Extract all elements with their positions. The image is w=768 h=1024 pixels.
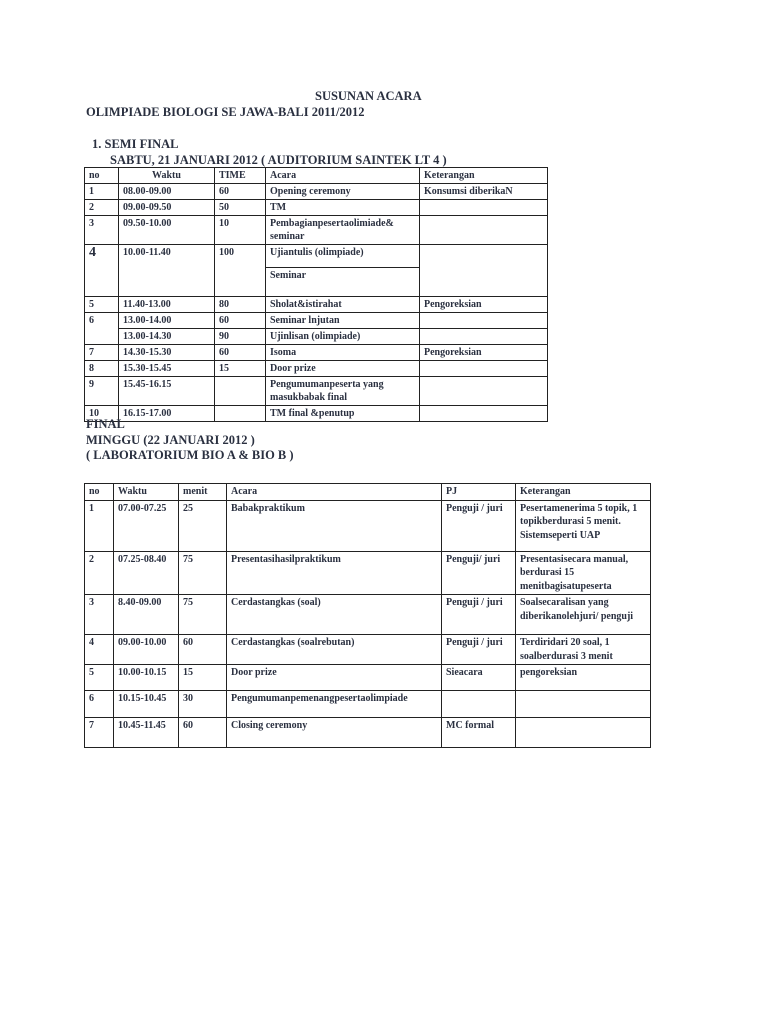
table-cell: Pengumumanpeserta yang masukbabak final	[266, 377, 420, 406]
column-header: Acara	[227, 484, 442, 501]
table-cell: 10	[85, 406, 119, 422]
table-cell	[420, 406, 548, 422]
column-header: no	[85, 484, 114, 501]
table-cell: Pengumumanpemenangpesertaolimpiade	[227, 691, 442, 718]
column-header: TIME	[215, 168, 266, 184]
column-header: no	[85, 168, 119, 184]
table-header-row	[85, 484, 651, 501]
table-cell: 1	[85, 500, 114, 551]
table-cell	[420, 329, 548, 345]
table-row	[85, 500, 651, 551]
table-cell: Cerdastangkas (soalrebutan)	[227, 635, 442, 665]
final-table	[84, 483, 651, 748]
table-cell: Pengoreksian	[420, 297, 548, 313]
table-cell: 5	[85, 665, 114, 691]
table-row	[85, 406, 548, 422]
table-cell	[215, 377, 266, 406]
table-cell: 11.40-13.00	[119, 297, 215, 313]
table-cell	[420, 200, 548, 216]
table-cell: 09.00-09.50	[119, 200, 215, 216]
table-cell: 15.30-15.45	[119, 361, 215, 377]
table-cell: 100	[215, 245, 266, 297]
table-cell: 2	[85, 200, 119, 216]
table-cell: Ujinlisan (olimpiade)	[266, 329, 420, 345]
table-cell: MC formal	[442, 718, 516, 748]
table-row	[85, 313, 548, 329]
table-row	[85, 691, 651, 718]
semi-final-table	[84, 167, 548, 422]
table-cell: 3	[85, 216, 119, 245]
table-cell	[420, 313, 548, 329]
table-row	[85, 184, 548, 200]
table-cell: 75	[179, 551, 227, 595]
table-cell: 10.00-11.40	[119, 245, 215, 297]
table-cell: TM	[266, 200, 420, 216]
table-cell: 10.00-10.15	[114, 665, 179, 691]
table-cell: 09.00-10.00	[114, 635, 179, 665]
table-cell: Pembagianpesertaolimiade& seminar	[266, 216, 420, 245]
table-cell: Seminar	[266, 268, 420, 297]
table-cell: 15	[215, 361, 266, 377]
document-subtitle: OLIMPIADE BIOLOGI SE JAWA-BALI 2011/2012	[86, 105, 365, 119]
table-row	[85, 595, 651, 635]
table-cell: 6	[85, 313, 119, 345]
table-row	[85, 377, 548, 406]
table-cell: Sholat&istirahat	[266, 297, 420, 313]
table-cell: 07.25-08.40	[114, 551, 179, 595]
table-cell: TM final &penutup	[266, 406, 420, 422]
table-row	[85, 665, 651, 691]
table-cell	[516, 718, 651, 748]
table-cell: 5	[85, 297, 119, 313]
final-date: MINGGU (22 JANUARI 2012 )	[86, 433, 255, 447]
column-header: Waktu	[114, 484, 179, 501]
table-cell: Penguji / juri	[442, 595, 516, 635]
table-row	[85, 551, 651, 595]
table-cell	[215, 406, 266, 422]
table-cell: Opening ceremony	[266, 184, 420, 200]
table-cell	[442, 691, 516, 718]
table-cell: Ujiantulis (olimpiade)	[266, 245, 420, 268]
table-cell: Penguji/ juri	[442, 551, 516, 595]
table-cell: Closing ceremony	[227, 718, 442, 748]
final-heading: FINAL	[86, 417, 125, 431]
table-cell: 15	[179, 665, 227, 691]
table-cell: 10.45-11.45	[114, 718, 179, 748]
table-cell: Terdiridari 20 soal, 1 soalberdurasi 3 menit	[516, 635, 651, 665]
table-cell: 60	[215, 184, 266, 200]
table-cell: 60	[215, 345, 266, 361]
table-cell: Door prize	[227, 665, 442, 691]
table-cell: Babakpraktikum	[227, 500, 442, 551]
table-row	[85, 200, 548, 216]
table-cell: 08.00-09.00	[119, 184, 215, 200]
table-cell: 60	[179, 718, 227, 748]
table-cell: 1	[85, 184, 119, 200]
semi-final-date: SABTU, 21 JANUARI 2012 ( AUDITORIUM SAINTEK LT 4 )	[110, 153, 447, 167]
table-cell: 25	[179, 500, 227, 551]
table-cell: 80	[215, 297, 266, 313]
table-row	[85, 345, 548, 361]
table-cell: 75	[179, 595, 227, 635]
table-cell: Isoma	[266, 345, 420, 361]
table-cell	[420, 361, 548, 377]
column-header: menit	[179, 484, 227, 501]
table-cell: 60	[215, 313, 266, 329]
table-cell: Konsumsi diberikaN	[420, 184, 548, 200]
table-cell: 09.50-10.00	[119, 216, 215, 245]
table-cell: pengoreksian	[516, 665, 651, 691]
column-header: Waktu	[119, 168, 215, 184]
table-cell: 13.00-14.30	[119, 329, 215, 345]
table-cell: 60	[179, 635, 227, 665]
table-cell: 15.45-16.15	[119, 377, 215, 406]
table-cell: Presentasihasilpraktikum	[227, 551, 442, 595]
table-cell: 10.15-10.45	[114, 691, 179, 718]
table-cell: 7	[85, 345, 119, 361]
semi-final-heading: 1. SEMI FINAL	[92, 137, 179, 151]
table-cell: Seminar lnjutan	[266, 313, 420, 329]
table-row	[85, 216, 548, 245]
table-cell: 3	[85, 595, 114, 635]
table-cell: 13.00-14.00	[119, 313, 215, 329]
table-cell: 4	[85, 245, 119, 297]
table-cell: Door prize	[266, 361, 420, 377]
table-cell: 30	[179, 691, 227, 718]
table-cell: 14.30-15.30	[119, 345, 215, 361]
final-place: ( LABORATORIUM BIO A & BIO B )	[86, 448, 294, 462]
table-cell: 2	[85, 551, 114, 595]
table-cell: Penguji / juri	[442, 500, 516, 551]
table-cell: 7	[85, 718, 114, 748]
column-header: Keterangan	[516, 484, 651, 501]
table-cell	[420, 216, 548, 245]
column-header: PJ	[442, 484, 516, 501]
table-cell: 8	[85, 361, 119, 377]
table-cell: 07.00-07.25	[114, 500, 179, 551]
table-cell: 50	[215, 200, 266, 216]
table-cell: Cerdastangkas (soal)	[227, 595, 442, 635]
table-cell: 90	[215, 329, 266, 345]
table-row	[85, 635, 651, 665]
table-cell: Presentasisecara manual, berdurasi 15 menitbagisatupeserta	[516, 551, 651, 595]
document-title: SUSUNAN ACARA	[315, 89, 422, 103]
table-cell	[516, 691, 651, 718]
column-header: Acara	[266, 168, 420, 184]
table-row	[85, 361, 548, 377]
table-row	[85, 718, 651, 748]
table-cell: 16.15-17.00	[119, 406, 215, 422]
table-cell	[420, 245, 548, 297]
table-cell: 10	[215, 216, 266, 245]
table-row	[85, 329, 548, 345]
table-cell: Sieacara	[442, 665, 516, 691]
table-cell: 8.40-09.00	[114, 595, 179, 635]
table-cell: Penguji / juri	[442, 635, 516, 665]
table-cell: Pesertamenerima 5 topik, 1 topikberdurasi 5 menit. Sistemseperti UAP	[516, 500, 651, 551]
table-header-row	[85, 168, 548, 184]
table-cell: 9	[85, 377, 119, 406]
table-row	[85, 297, 548, 313]
table-cell	[420, 377, 548, 406]
table-cell: 6	[85, 691, 114, 718]
column-header: Keterangan	[420, 168, 548, 184]
table-cell: Soalsecaralisan yang diberikanolehjuri/ penguji	[516, 595, 651, 635]
table-cell: 4	[85, 635, 114, 665]
table-row	[85, 245, 548, 268]
table-cell: Pengoreksian	[420, 345, 548, 361]
